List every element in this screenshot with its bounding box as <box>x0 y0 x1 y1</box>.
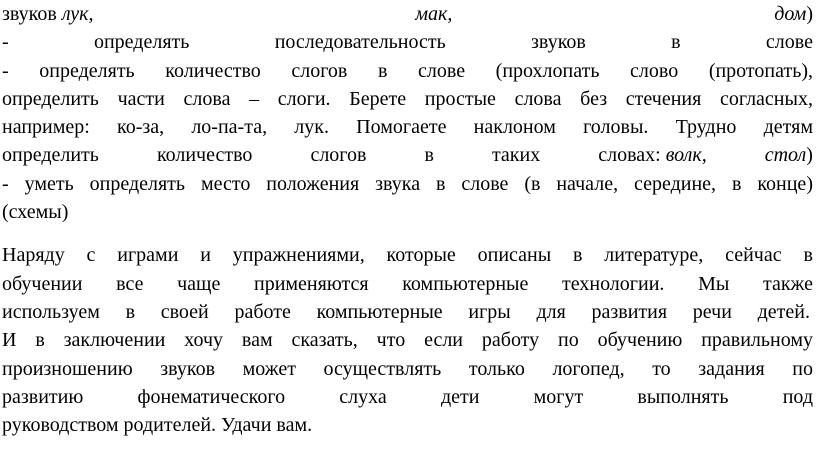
word: звука <box>375 173 421 195</box>
text-line <box>2 113 813 141</box>
word: развитию <box>2 386 84 408</box>
word: дети <box>440 386 480 408</box>
word: фонематического <box>137 386 286 408</box>
word: работу <box>481 329 540 351</box>
word: речи <box>692 301 732 323</box>
text-fragment: словах: волк, <box>598 144 707 166</box>
text-line <box>2 57 813 85</box>
word: и <box>200 244 211 266</box>
word: например: <box>2 116 90 138</box>
word: детей. <box>757 301 810 323</box>
text-fragment: дом) <box>774 3 813 25</box>
word: слоги. <box>277 88 331 110</box>
word: играми <box>117 244 179 266</box>
word: в <box>35 329 45 351</box>
word: с <box>86 244 96 266</box>
word: компьютерные <box>316 301 443 323</box>
word: сказать, <box>291 329 358 351</box>
word: обучению <box>597 329 683 351</box>
word: середине, <box>633 173 717 195</box>
word: под <box>782 386 813 408</box>
word: в <box>572 244 583 266</box>
text-line <box>2 270 813 298</box>
word: в <box>731 173 742 195</box>
word: слова <box>183 88 231 110</box>
text-line <box>2 241 813 269</box>
word: литературе, <box>604 244 704 266</box>
text-line <box>2 355 813 383</box>
word: последовательность <box>274 31 446 53</box>
word: только <box>468 358 525 380</box>
text-line <box>2 298 810 326</box>
word: если <box>424 329 464 351</box>
word: (в <box>524 173 541 195</box>
word: задания <box>698 358 765 380</box>
word: игры <box>468 301 511 323</box>
word: в <box>435 173 446 195</box>
word: начале, <box>556 173 619 195</box>
word: положения <box>266 173 360 195</box>
text-line <box>2 141 813 169</box>
word: то <box>652 358 671 380</box>
word: которые <box>386 244 456 266</box>
word: также <box>762 273 813 295</box>
word: слогов <box>291 60 348 82</box>
word: в <box>125 301 136 323</box>
word: используем <box>2 301 100 323</box>
word: - <box>2 60 9 82</box>
word: Мы <box>698 273 730 295</box>
word: детям <box>763 116 813 138</box>
paragraph-end: руководством родителей. Удачи вам. <box>2 414 313 436</box>
text-fragment: стол) <box>764 144 813 166</box>
word: упражнениями, <box>232 244 365 266</box>
word: логопед, <box>552 358 625 380</box>
word: таких <box>491 144 541 166</box>
word: простые <box>424 88 496 110</box>
word: – <box>249 88 260 110</box>
example-word: мак, <box>415 3 453 25</box>
word: слове <box>461 173 509 195</box>
word: развития <box>591 301 668 323</box>
word: Помогаете <box>356 116 447 138</box>
word: И <box>2 329 17 351</box>
word: Берете <box>349 88 407 110</box>
word: наклоном <box>473 116 556 138</box>
text-line <box>2 411 813 439</box>
word: по <box>558 329 579 351</box>
text-line <box>2 28 813 56</box>
word: ко-за, <box>117 116 165 138</box>
word: определять <box>93 31 190 53</box>
word: чаще <box>177 273 221 295</box>
word: правильному <box>701 329 813 351</box>
word: - <box>2 173 9 195</box>
paragraph-end: (схемы) <box>2 201 69 223</box>
word: слово <box>630 60 679 82</box>
word: Трудно <box>675 116 737 138</box>
word: (прохлопать <box>495 60 600 82</box>
word: произношению <box>2 358 133 380</box>
word: осуществлять <box>323 358 442 380</box>
word: по <box>792 358 813 380</box>
word: слове <box>765 31 813 53</box>
word: слуха <box>339 386 387 408</box>
word: части <box>117 88 165 110</box>
word: в <box>803 244 813 266</box>
word: Наряду <box>2 244 65 266</box>
word: выполнять <box>637 386 729 408</box>
word: уметь <box>24 173 74 195</box>
word: для <box>536 301 566 323</box>
text-line <box>2 383 813 411</box>
text-line <box>2 326 813 354</box>
text-line <box>2 0 813 28</box>
word: применяются <box>253 273 369 295</box>
word: определить <box>2 88 99 110</box>
word: без <box>580 88 608 110</box>
word: определять <box>89 173 186 195</box>
word: ло-па-та, <box>191 116 268 138</box>
word: стечения <box>625 88 702 110</box>
word: работе <box>234 301 291 323</box>
word: что <box>376 329 406 351</box>
word: (протопать), <box>708 60 813 82</box>
word: место <box>200 173 251 195</box>
word: все <box>116 273 144 295</box>
word: определить <box>2 144 99 166</box>
word: описаны <box>477 244 552 266</box>
word: лук. <box>294 116 329 138</box>
word: согласных, <box>720 88 813 110</box>
word: технологии. <box>562 273 665 295</box>
word: вам <box>241 329 273 351</box>
word: головы. <box>583 116 649 138</box>
word: заключении <box>63 329 166 351</box>
text-fragment: звуков лук, <box>2 3 94 25</box>
word: слогов <box>310 144 367 166</box>
text-line <box>2 170 813 198</box>
text-line <box>2 85 813 113</box>
word: - <box>2 31 9 53</box>
word: в <box>424 144 434 166</box>
word: компьютерные <box>402 273 529 295</box>
word: может <box>242 358 296 380</box>
word: обучении <box>2 273 83 295</box>
word: в <box>671 31 681 53</box>
word: звуков <box>531 31 586 53</box>
word: в <box>377 60 388 82</box>
word: своей <box>160 301 209 323</box>
word: звуков <box>160 358 216 380</box>
word: слове <box>418 60 466 82</box>
word: количество <box>156 144 253 166</box>
text-line <box>2 198 813 226</box>
word: слова <box>514 88 562 110</box>
word: конце) <box>757 173 813 195</box>
word: определять <box>39 60 135 82</box>
word: могут <box>533 386 584 408</box>
word: сейчас <box>725 244 782 266</box>
word: хочу <box>184 329 224 351</box>
word: количество <box>165 60 261 82</box>
